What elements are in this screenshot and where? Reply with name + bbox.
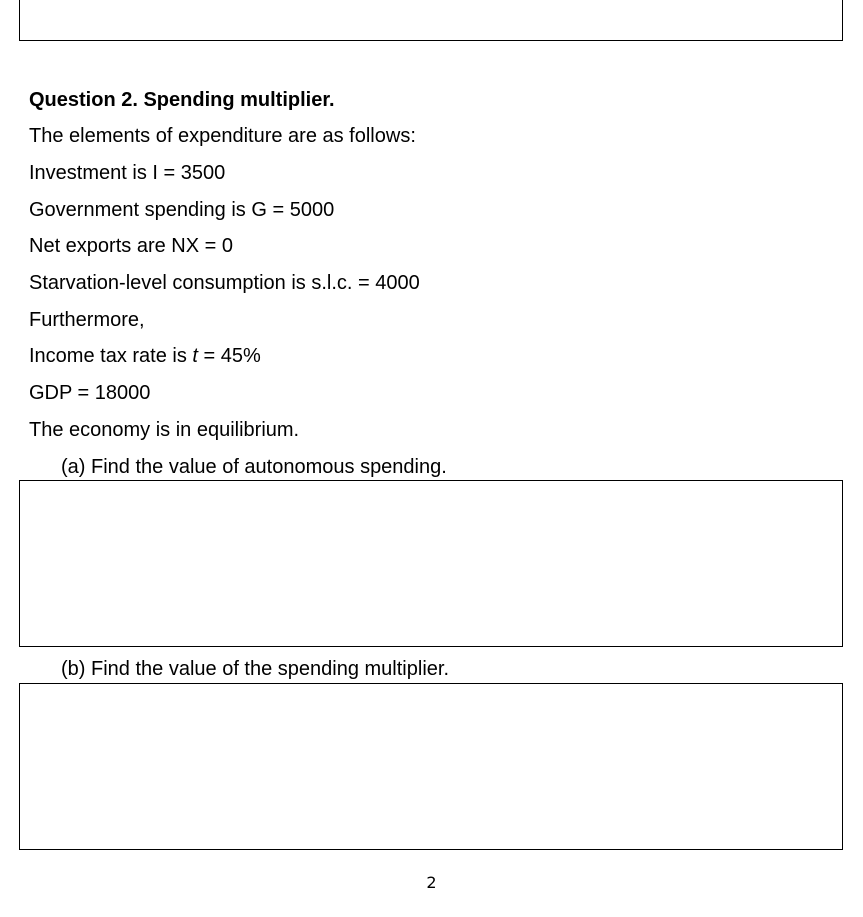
consumption-line: Starvation-level consumption is s.l.c. = 4000 <box>29 272 420 294</box>
tax-rate-prefix: Income tax rate is <box>29 345 193 367</box>
gdp-line: GDP = 18000 <box>29 382 151 404</box>
part-b-prompt: (b) Find the value of the spending multiplier. <box>61 658 449 680</box>
previous-answer-box[interactable] <box>19 0 843 41</box>
tax-rate-suffix: = 45% <box>197 345 261 367</box>
part-b-answer-box[interactable] <box>19 683 843 850</box>
question-intro: The elements of expenditure are as follows: <box>29 125 416 147</box>
government-spending-line: Government spending is G = 5000 <box>29 199 335 221</box>
part-a-answer-box[interactable] <box>19 480 843 647</box>
investment-line: Investment is I = 3500 <box>29 162 226 184</box>
net-exports-line: Net exports are NX = 0 <box>29 235 233 257</box>
tax-rate-variable: t <box>192 345 198 367</box>
tax-rate-line <box>29 344 261 368</box>
question-heading: Question 2. Spending multiplier. <box>29 89 335 111</box>
page-number: 2 <box>426 873 437 892</box>
equilibrium-line: The economy is in equilibrium. <box>29 419 300 441</box>
part-a-prompt: (a) Find the value of autonomous spending. <box>61 456 447 478</box>
furthermore-line: Furthermore, <box>29 309 145 331</box>
